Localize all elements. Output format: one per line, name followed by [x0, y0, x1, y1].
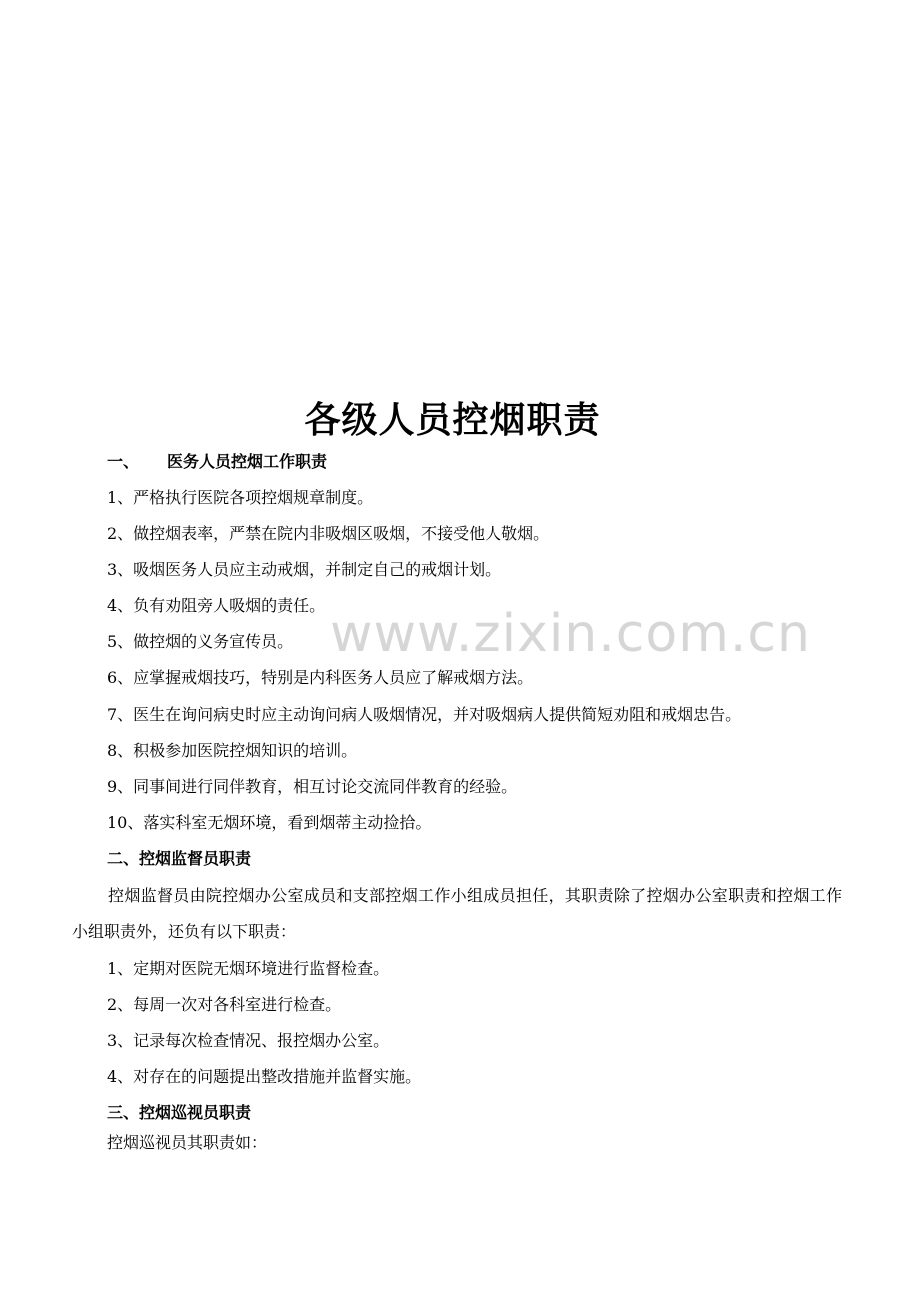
list-item: 1、严格执行医院各项控烟规章制度。: [107, 488, 374, 507]
list-item: 5、做控烟的义务宣传员。: [107, 632, 294, 651]
list-item: 3、记录每次检查情况、报控烟办公室。: [107, 1031, 390, 1050]
list-item: 3、吸烟医务人员应主动戒烟，并制定自己的戒烟计划。: [107, 560, 502, 579]
section-1-number: 一、: [107, 452, 140, 471]
list-item: 4、负有劝阻旁人吸烟的责任。: [107, 596, 326, 615]
section-2-intro: 控烟监督员由院控烟办公室成员和支部控烟工作小组成员担任，其职责除了控烟办公室职责和控烟工作小组职责外，还负有以下职责：: [72, 886, 842, 941]
page-title: 各级人员控烟职责: [304, 399, 601, 441]
section-2-heading: 二、控烟监督员职责: [107, 849, 252, 868]
list-item: 2、每周一次对各科室进行检查。: [107, 995, 342, 1014]
list-item: 2、做控烟表率，严禁在院内非吸烟区吸烟，不接受他人敬烟。: [107, 524, 550, 543]
section-1-heading: [107, 450, 327, 474]
list-item: 7、医生在询问病史时应主动询问病人吸烟情况，并对吸烟病人提供简短劝阻和戒烟忠告。: [107, 705, 742, 724]
section-3-heading: 三、控烟巡视员职责: [107, 1103, 252, 1122]
list-item: 10、落实科室无烟环境，看到烟蒂主动捡拾。: [107, 813, 432, 832]
list-item: 9、同事间进行同伴教育，相互讨论交流同伴教育的经验。: [107, 777, 518, 796]
section-1-title: 医务人员控烟工作职责: [167, 452, 328, 471]
list-item: 6、应掌握戒烟技巧，特别是内科医务人员应了解戒烟方法。: [107, 668, 534, 687]
list-item: 8、积极参加医院控烟知识的培训。: [107, 741, 358, 760]
section-3-intro: 控烟巡视员其职责如：: [107, 1133, 268, 1152]
list-item: 1、定期对医院无烟环境进行监督检查。: [107, 959, 390, 978]
list-item: 4、对存在的问题提出整改措施并监督实施。: [107, 1067, 422, 1086]
watermark: www.zixin.com.cn: [330, 604, 811, 664]
